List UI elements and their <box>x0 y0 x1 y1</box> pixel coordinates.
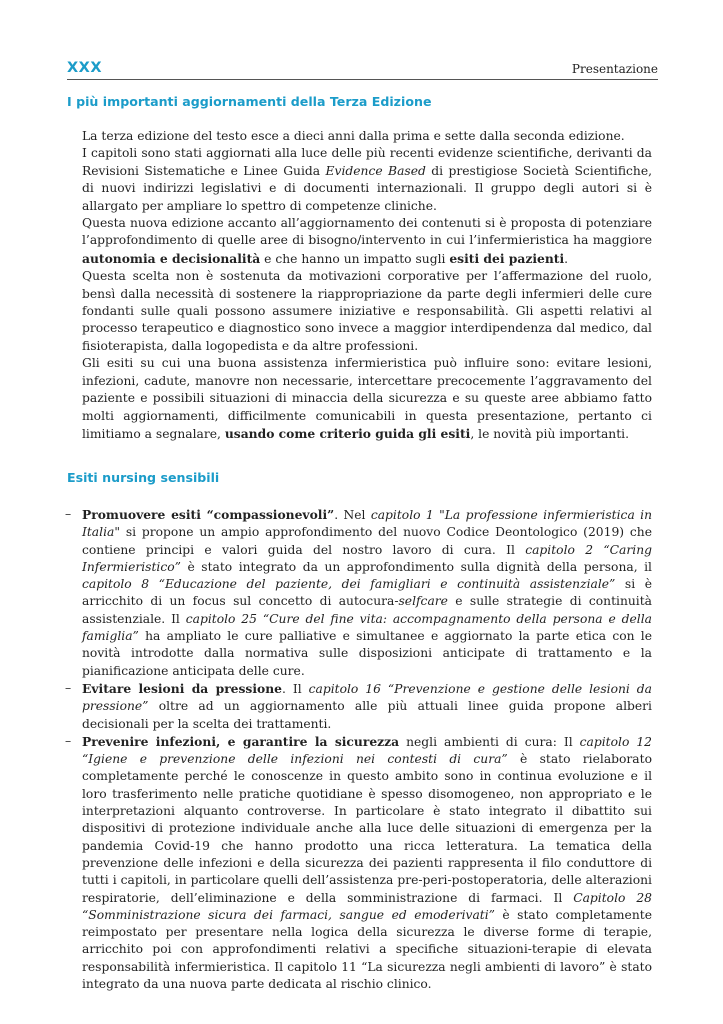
paragraph-3-text-e: . <box>564 251 569 266</box>
item1-text-d: si propone un ampio approfondimento del nuovo Codice Deontologico (2019) che contiene principi e valori guida del nostro lavoro di cura. Il <box>82 525 652 557</box>
section-heading-updates: I più importanti aggiornamenti della Terza Edizione <box>67 94 432 109</box>
paragraph-5 <box>82 355 652 443</box>
item2-bold: Evitare lesioni da pressione <box>82 680 282 696</box>
paragraph-5-text-c: , le novità più importanti. <box>470 426 629 441</box>
item3-bold: Prevenire infezioni, e garantire la sicurezza <box>82 733 400 749</box>
paragraph-3-text-c: e che hanno un impatto sugli <box>260 251 450 266</box>
paragraph-2-italic: Evidence Based <box>325 163 426 178</box>
paragraph-5-bold: usando come criterio guida gli esiti <box>224 425 471 441</box>
item1-text-l: ha ampliato le cure palliative e simultanee e aggiornato la parte etica con le novità introdotte dalla normativa sulle disposizioni anticipate di trattamento e la pianificazione anticipata delle cure. <box>82 629 652 678</box>
list-dash: – <box>65 507 72 521</box>
page-number: XXX <box>67 60 103 76</box>
paragraph-3-bold-autonomy: autonomia e decisionalità <box>82 250 261 266</box>
item1-italic-e: capitolo 2 “Caring Infermieristico” <box>82 542 652 574</box>
section-heading-outcomes: Esiti nursing sensibili <box>67 470 220 485</box>
running-header <box>67 60 658 78</box>
paragraph-3-text-a: Questa nuova edizione accanto all’aggiornamento dei contenuti si è proposta di potenziare l’approfondimento di quelle aree di bisogno/intervento in cui l’infermieristica ha maggiore <box>82 216 652 248</box>
outcomes-list <box>65 506 652 993</box>
paragraph-2-text-c: di prestigiose Società Scientifiche, di nuovi indirizzi legislativi e di documenti internazionali. Il gruppo degli autori si è allargato per ampliare lo spettro di competenze cliniche. <box>82 163 653 213</box>
item1-bold: Promuovere esiti “compassionevoli” <box>82 507 335 522</box>
item2-text-d: oltre ad un aggiornamento alle più attuali linee guida propone alberi decisionali per la scelta dei trattamenti. <box>82 699 652 731</box>
paragraph-2 <box>82 145 652 215</box>
item2-italic-c: capitolo 16 “Prevenzione e gestione delle lesioni da pressione” <box>82 681 652 714</box>
list-item-pressure-ulcers <box>65 680 652 733</box>
paragraph-1-text: La terza edizione del testo esce a dieci anni dalla prima e sette dalla seconda edizione. <box>82 129 625 143</box>
item1-text-f: è stato integrato da un approfondimento sulla dignità della persona, il <box>180 559 652 574</box>
item1-text-b: . Nel <box>334 508 371 522</box>
list-item-compassion <box>65 506 652 680</box>
paragraph-3-bold-outcomes: esiti dei pazienti <box>449 250 565 266</box>
item3-text-b: negli ambienti di cura: Il <box>399 734 580 749</box>
item1-italic-g: capitolo 8 “Educazione del paziente, dei famigliari e continuità assistenziale” <box>82 577 616 592</box>
item3-italic-c: capitolo 12 “Igiene e prevenzione delle infezioni nei contesti di cura” <box>82 734 653 767</box>
paragraph-3 <box>82 215 652 268</box>
item1-text-j: e sulle strategie di continuità assistenziale. Il <box>82 594 652 626</box>
running-section-title: Presentazione <box>571 62 658 76</box>
list-item-infections <box>65 733 652 993</box>
item1-italic-i: selfcare <box>398 594 448 609</box>
list-dash: – <box>65 680 72 695</box>
paragraph-4-text: Questa scelta non è sostenuta da motivazioni corporative per l’affermazione del ruolo, bensì dalla necessità di sostenere la riappropriazione da parte degli infermieri delle cure fondanti sulle quali possono assumere iniziative e responsabilità. Gli aspetti relativi al processo terapeutico e diagnostico sono invece a maggior interdipendenza dal medico, dal fisioterapista, dalla logopedista e da altre professioni. <box>82 269 652 353</box>
item3-italic-e: Capitolo 28 “Somministrazione sicura dei farmaci, sangue ed emoderivati” <box>82 890 652 922</box>
paragraph-5-text-a: Gli esiti su cui una buona assistenza infermieristica può influire sono: evitare lesioni, infezioni, cadute, manovre non necessarie, intercettare precocemente l’aggravamento del paziente e possibili situazioni di minaccia della sicurezza e su queste aree abbiamo fatto molti aggiornamenti, difficilmente comunicabili in questa presentazione, pertanto ci limitiamo a segnalare, <box>82 356 652 441</box>
item1-text-h: si è arricchito di un focus sul concetto di autocura- <box>82 577 652 609</box>
updates-body <box>82 128 652 443</box>
header-rule <box>67 79 658 80</box>
item3-text-f: è stato completamente reimpostato per presentare nella logica della sicurezza le diverse forme di terapie, arricchito poi con approfondimenti relativi a specifiche situazioni-terapie di elevata responsabilità infermieristica. Il capitolo 11 “La sicurezza negli ambienti di lavoro” è stato integrato da una nuova parte dedicata al rischio clinico. <box>82 907 652 992</box>
item3-text-d: è stato rielaborato completamente perché le conoscenze in questo ambito sono in continua evoluzione e il loro trasferimento nelle pratiche quotidiane è spesso disomogeneo, non appropriato e le interpretazioni alquanto controverse. In particolare è stato integrato il dibattito sui dispositivi di protezione individuale anche alla luce delle situazioni di emergenza per la pandemia Covid-19 che hanno prodotto una ricca letteratura. La tematica della prevenzione delle infezioni e della sicurezza dei pazienti rappresenta il filo conduttore di tutti i capitoli, in particolare quelli dell’assistenza pre-peri-postoperatoria, delle alterazioni respiratorie, dell’eliminazione e della somministrazione di farmaci. Il <box>82 752 652 905</box>
item1-italic-c: capitolo 1 "La professione infermieristica in Italia" <box>82 508 652 540</box>
paragraph-1 <box>82 128 652 145</box>
paragraph-4 <box>82 268 652 355</box>
list-dash: – <box>65 733 72 748</box>
paragraph-2-text-a: I capitoli sono stati aggiornati alla luce delle più recenti evidenze scientifiche, derivanti da Revisioni Sistematiche e Linee Guida <box>82 146 652 178</box>
item1-italic-k: capitolo 25 “Cure del fine vita: accompagnamento della persona e della famiglia” <box>82 611 652 644</box>
item2-text-b: . Il <box>282 681 309 696</box>
